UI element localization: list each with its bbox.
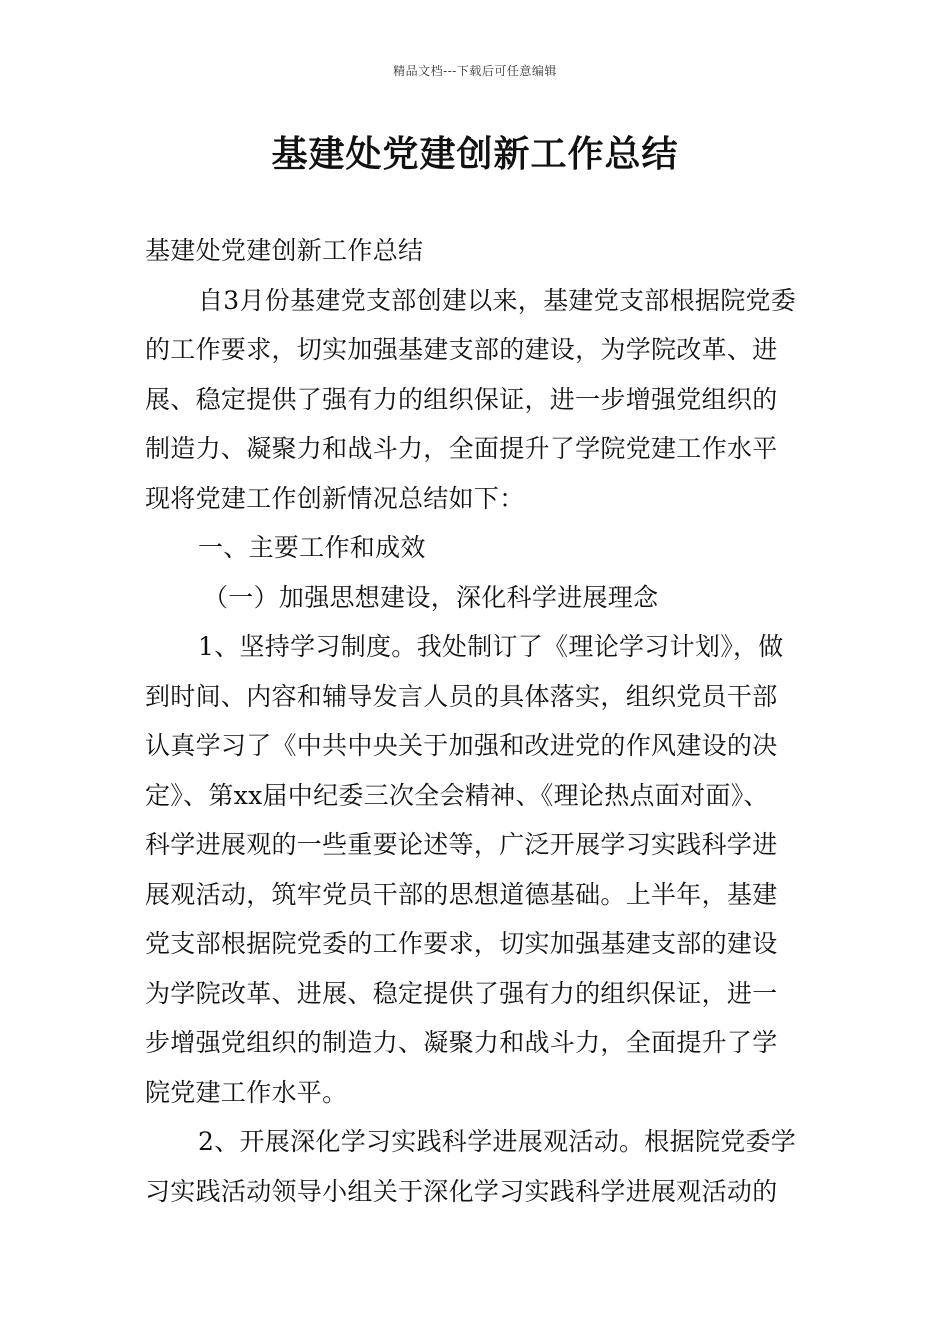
text-line: 为学院改革、进展、稳定提供了强有力的组织保证，进一	[145, 978, 778, 1008]
text-line: 展观活动，筑牢党员干部的思想道德基础。上半年，基建	[145, 879, 778, 909]
text-line: 自3月份基建党支部创建以来，基建党支部根据院党委	[198, 285, 797, 315]
text-line: 2、开展深化学习实践科学进展观活动。根据院党委学	[198, 1127, 797, 1156]
text-line: 习实践活动领导小组关于深化学习实践科学进展观活动的	[145, 1176, 778, 1206]
text-line: 定》、第xx届中纪委三次全会精神、《理论热点面对面》、	[145, 780, 769, 810]
text-line: 步增强党组织的制造力、凝聚力和战斗力，全面提升了学	[145, 1028, 778, 1057]
text-line: 到时间、内容和辅导发言人员的具体落实，组织党员干部	[145, 681, 778, 711]
header-note: 精品文档---下载后可任意编辑	[393, 64, 557, 78]
text-line: 制造力、凝聚力和战斗力，全面提升了学院党建工作水平	[145, 434, 778, 463]
document-title: 基建处党建创新工作总结	[271, 133, 679, 175]
text-line: 认真学习了《中共中央关于加强和改进党的作风建设的决	[145, 731, 778, 760]
text-line: 院党建工作水平。	[145, 1077, 348, 1107]
text-line: 基建处党建创新工作总结	[145, 236, 424, 265]
text-line: 党支部根据院党委的工作要求，切实加强基建支部的建设	[145, 929, 778, 958]
text-line: 现将党建工作创新情况总结如下：	[145, 483, 525, 513]
document-body	[145, 226, 845, 1216]
text-line: 展、稳定提供了强有力的组织保证，进一步增强党组织的	[145, 384, 778, 414]
text-line: 1、坚持学习制度。我处制订了《理论学习计划》，做	[198, 632, 784, 661]
text-line: 的工作要求，切实加强基建支部的建设，为学院改革、进	[145, 335, 778, 364]
text-line: （一）加强思想建设，深化科学进展理念	[203, 582, 659, 612]
text-line: 一、主要工作和成效	[198, 533, 426, 562]
text-line: 科学进展观的一些重要论述等，广泛开展学习实践科学进	[145, 830, 778, 859]
